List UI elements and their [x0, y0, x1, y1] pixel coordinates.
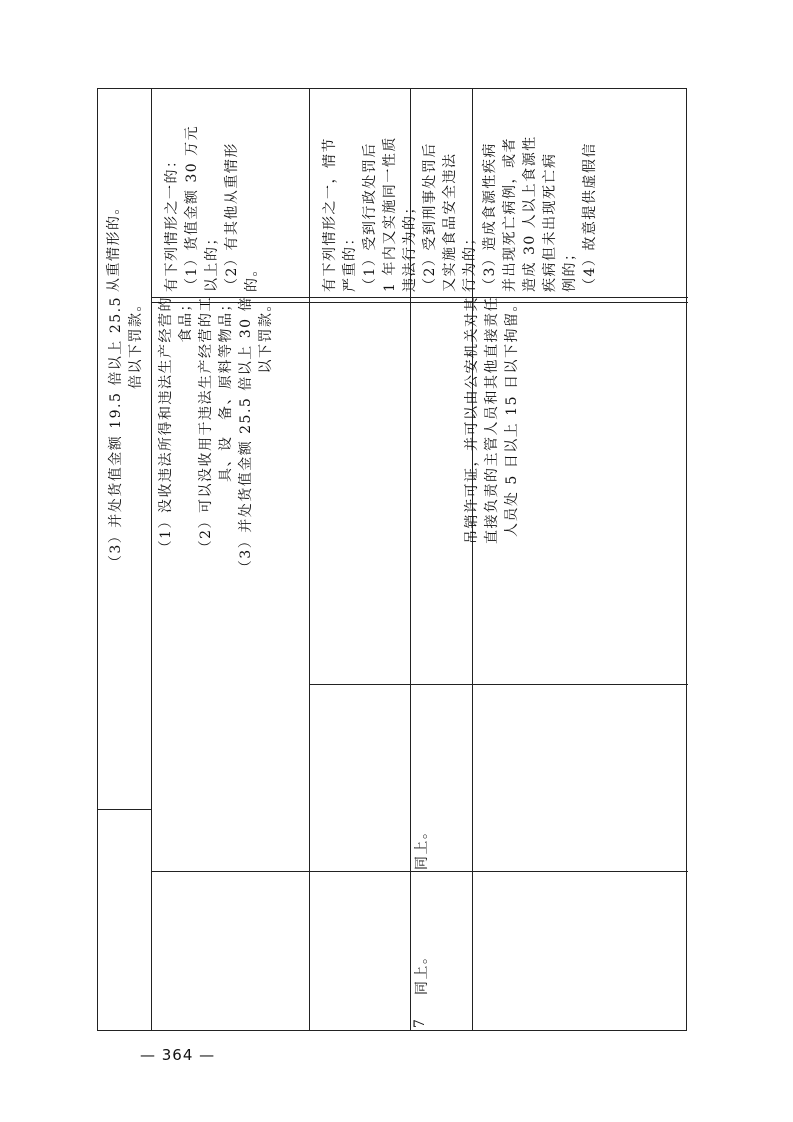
row-b-circumstance-line-4: 1 年内又实施同一性质	[382, 136, 398, 292]
behavior-text: 同上。	[414, 823, 430, 870]
row-number: 7	[412, 1017, 428, 1028]
row-b-circumstance-line-12: 疾病但未出现死亡病	[542, 152, 558, 292]
row-a-circumstance-line-2: （1）货值金额 30 万元	[184, 124, 200, 292]
column-divider	[151, 89, 152, 1030]
row-b-circumstance-line-13: 例的；	[562, 245, 578, 292]
row-b-circumstance-line-2: 严重的：	[342, 230, 358, 292]
prev-penalty-cell	[104, 296, 148, 896]
prev-penalty-line-2: 倍以下罚款。	[128, 296, 144, 389]
row-a-circumstance-line-3: 以上的；	[204, 230, 220, 292]
prev-circumstance-text: 从重情形的。	[106, 199, 122, 292]
row-b-penalty-line-3: 人员处 5 日以上 15 日以下拘留。	[504, 296, 520, 538]
row-b-penalty-line-1: 吊销许可证，并可以由公安机关对其	[464, 296, 480, 544]
prev-circumstance-cell	[104, 92, 144, 292]
row-a-circumstance-line-4: （2）有其他从重情形	[224, 142, 240, 292]
row-a-circumstance-cell	[154, 92, 310, 292]
row-b-circumstance-line-3: （1）受到行政处罚后	[362, 142, 378, 292]
page-number: — 364 —	[140, 1046, 216, 1064]
row-b-circumstance-line-6: （2）受到刑事处罚后	[422, 142, 438, 292]
row-b-circumstance-cell	[312, 92, 684, 292]
row-b-circumstance-line-1: 有下列情形之一，情节	[322, 137, 338, 292]
row-b-penalty-line-2: 直接负责的主管人员和其他直接责任	[484, 296, 500, 544]
row-a-penalty-line-2: 食品；	[178, 296, 194, 343]
row-b-penalty-cell	[460, 296, 684, 896]
prev-penalty-line-1: （3）并处货值金额 19.5 倍以上 25.5	[108, 296, 124, 570]
row-b-circumstance-line-10: 并出现死亡病例，或者	[502, 137, 518, 292]
law-text: 同上。	[414, 948, 430, 995]
row-a-penalty-line-5: （3）并处货值金额 25.5 倍以上 30 倍	[238, 296, 254, 575]
law-cell	[412, 925, 442, 995]
row-b-circumstance-line-8: 行为的；	[462, 230, 478, 292]
row-a-penalty-line-1: （1）没收违法所得和违法生产经营的	[158, 296, 174, 555]
row-a-circumstance-line-1: 有下列情形之一的：	[164, 152, 180, 292]
row-a-penalty-cell	[154, 296, 310, 896]
row-b-circumstance-line-9: （3）造成食源性疾病	[482, 142, 498, 292]
row-a-penalty-line-6: 以下罚款。	[258, 296, 274, 374]
row-b-circumstance-line-5: 违法行为的；	[402, 199, 418, 292]
row-a-circumstance-line-5: 的。	[244, 261, 260, 292]
row-b-circumstance-line-11: 造成 30 人以上食源性	[522, 135, 538, 292]
row-b-circumstance-line-14: （4）故意提供虚假信	[582, 142, 598, 292]
behavior-cell	[412, 800, 442, 870]
row-b-circumstance-line-7: 又实施食品安全违法	[442, 152, 458, 292]
row-number-cell	[410, 1012, 440, 1028]
row-a-penalty-line-4: 具、设 备、原料等物品；	[218, 296, 234, 482]
row-a-penalty-line-3: （2）可以没收用于违法生产经营的工	[198, 296, 214, 555]
